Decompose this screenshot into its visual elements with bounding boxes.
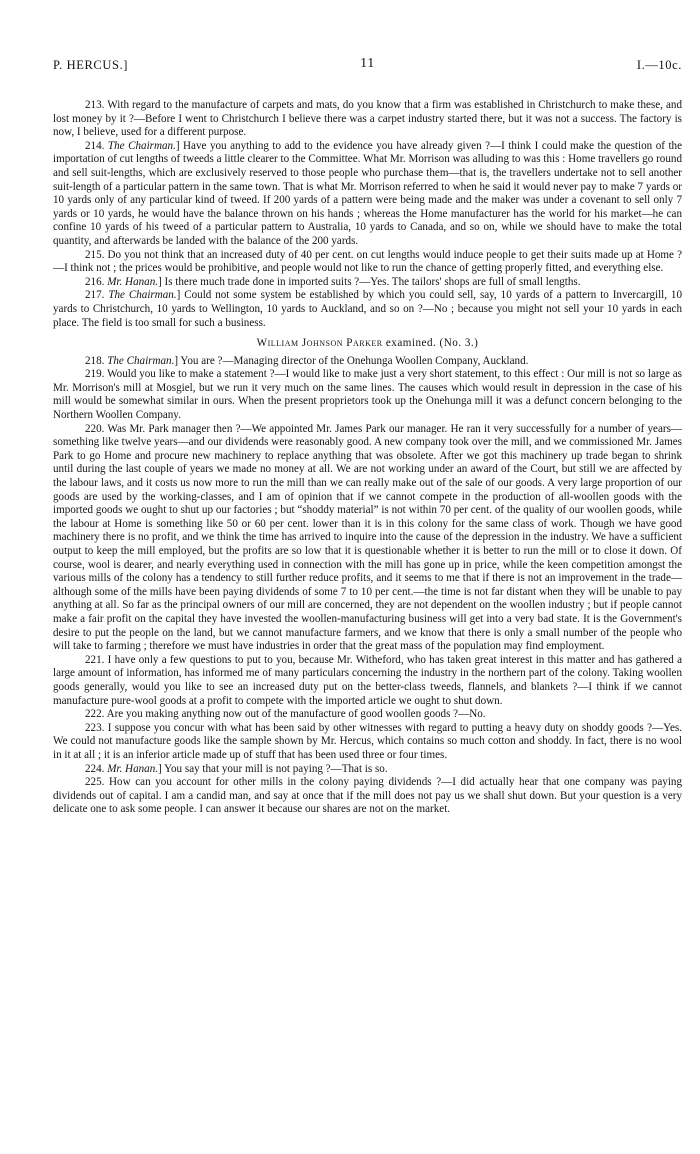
header-witness: P. HERCUS.]: [53, 58, 129, 72]
question-number: 222.: [85, 708, 107, 721]
paragraph-text: ] You are ?—Managing director of the Onehunga Woollen Company, Auckland.: [174, 354, 529, 367]
question-paragraph: [53, 763, 682, 777]
paragraph-text: I suppose you concur with what has been said by other witnesses with regard to putting a heavy duty on shoddy goods ?—Yes. We could not manufacture goods like the sample shown by Mr. Hercus, which contains so much cotton and shoddy. In fact, there is no wool in it at all ; it is an inferior article made up of stuff that has been used three or four times.: [53, 721, 682, 761]
paragraph-text: How can you account for other mills in the colony paying dividends ?—I did actually hear that one company was paying dividends out of capital. I am a candid man, and say at once that if the mill does not pay us we shall shut down. But your question is a very delicate one to ask some people. I can answer it because our shares are not on the market.: [53, 776, 683, 816]
page-header: [53, 58, 682, 76]
question-number: 220.: [85, 422, 108, 435]
question-paragraph: [53, 140, 682, 249]
paragraph-text: ] Is there much trade done in imported suits ?—Yes. The tailors' shops are full of small lengths.: [158, 275, 581, 288]
paragraph-text: ] Have you anything to add to the evidence you have already given ?—I think I could make the question of the importation of cut lengths of tweeds a little clearer to the Committee. What Mr. Morrison was alluding to was this : Home travellers go round and sell suit-lengths, which are exclusively reserved to those people who purchase them—that is, the travellers undertake not to sell another suit-length of a particular pattern in the same town. That is what Mr. Morrison referred to when he said it would never pay to make 7 yards or 10 yards only of any particular kind of tweed. If 200 yards of a pattern were being made and the maker was under a covenant to sell only 7 yards or 10 yards, he would have the balance thrown on his hands ; whereas the Home manufacturer has the world for his market—he can confine 10 yards of his tweed of a particular pattern to Australia, 10 yards to Canada, and so on, while we should have to make the total quantity, and afterwards be landed with the balance of the 200 yards.: [53, 139, 682, 247]
evidence-before-section: [53, 99, 682, 330]
question-number: 225.: [85, 776, 110, 789]
speaker-name: The Chairman.: [107, 354, 175, 367]
question-number: 223.: [85, 721, 108, 734]
question-paragraph: [53, 276, 682, 290]
witness-name: William Johnson Parker: [256, 337, 383, 350]
paragraph-text: Are you making anything now out of the manufacture of good woollen goods ?—No.: [106, 708, 486, 721]
paragraph-text: Would you like to make a statement ?—I would like to make just a very short statement, to this effect : Our mill is not so large as Mr. Morrison's mill at Mosgiel, but we run it very much on the same lines. The causes which would result in depression in the case of his mill would be somewhat similar in ours. When the present proprietors took up the Onehunga mill it was a defunct concern belonging to the Northern Woollen Company.: [53, 368, 682, 422]
question-number: 221.: [85, 653, 108, 666]
evidence-text: [53, 99, 682, 817]
speaker-name: Mr. Hanan.: [107, 762, 159, 775]
question-paragraph: [53, 722, 682, 763]
question-paragraph: [53, 776, 682, 817]
question-number: 224.: [85, 762, 108, 775]
question-paragraph: [53, 99, 682, 140]
paragraph-text: Was Mr. Park manager then ?—We appointed Mr. James Park our manager. He ran it very successfully for a number of years—something like twelve years—and our dividends were reasonably good. A new company took over the mill, and we commissioned Mr. James Park to go Home and procure new machinery to replace anything that was obsolete. After we got this machinery up trade began to shrink until during the last couple of years we made no money at all. We are not working under an award of the Court, but still we are affected by the labour laws, and it costs us now more to run the mill than we can really make out of the sale of our goods. A very large proportion of our goods are used by the working-classes, and I am of opinion that if we cannot compete in the production of all-woollen goods with the imported goods we ought to shut up our factories ; but “shoddy material” is not within 70 per cent. of the quality of our woollen goods, while the labour at Home is something like 50 or 60 per cent. lower than it is in this colony for the same class of work. Though we have good machinery there is no profit, and we think the time has arrived to inquire into the cause of the depression in the industry. We have a sufficient output to keep the mill employed, but the profits are so low that it is questionable whether it is better to run the mill or to close it down. Of course, wool is dearer, and nearly everything used in connection with the mill has gone up in price, while the keen competition amongst the various mills of the colony has a tendency to still further reduce profits, and it seems to me that if there is not an improvement in the trade—although some of the mills have been paying dividends of some 7 to 10 per cent.—the time is not far distant when they will be unable to pay anything at all. So far as the principal owners of our mill are concerned, they are not dependent on the woollen industry ; but if people cannot make a fair profit on the capital they have invested the woollen-manufacturing business will get into a very bad state. It is the Government's desire to put the people on the land, but we cannot manufacture farmers, and we know that there is only a small number of the people who will take to farming ; therefore we must have industries in order that the great mass of the population may find employment.: [53, 422, 682, 653]
paragraph-text: Do you not think that an increased duty of 40 per cent. on cut lengths would induce people to get their suits made up at Home ?—I think not ; the prices would be prohibitive, and people would not like to run the chance of getting properly fitted, and everything else.: [53, 248, 683, 275]
question-paragraph: [53, 289, 682, 330]
evidence-after-section: [53, 355, 682, 817]
paragraph-text: With regard to the manufacture of carpets and mats, do you know that a firm was established in Christchurch to make these, and lost money by it ?—Before I went to Christchurch I believe there was a carpet industry started there, but it was not a success. The factory is now, I believe, used for a different purpose.: [53, 99, 682, 139]
paragraph-text: ] Could not some system be established by which you could sell, say, 10 yards of a pattern to Invercargill, 10 yards to Christchurch, 10 yards to Wellington, 10 yards to Auckland, and so on ?—No ; because you might not sell your 10 yards in each place. The field is too small for such a business.: [53, 289, 683, 329]
question-number: 219.: [85, 368, 108, 381]
question-paragraph: [53, 654, 682, 708]
question-paragraph: [53, 355, 682, 369]
section-heading: [53, 337, 682, 351]
question-number: 217.: [85, 289, 109, 302]
speaker-name: The Chairman.: [107, 139, 176, 152]
paragraph-text: ] You say that your mill is not paying ?—That is so.: [158, 762, 388, 775]
question-number: 218.: [85, 354, 108, 367]
speaker-name: Mr. Hanan.: [107, 275, 159, 288]
question-paragraph: [53, 708, 682, 722]
question-number: 215.: [85, 248, 108, 261]
paragraph-text: I have only a few questions to put to you, because Mr. Witheford, who has taken great interest in this matter and has gathered a large amount of information, has informed me of many particulars concerning the industry in the northern part of the colony. Taking woollen goods generally, would you like to see an increased duty put on the better-class tweeds, flannels, and blankets ?—I think if we cannot manufacture pure-wool goods at a profit to compete with the imported article we ought to shut down.: [53, 653, 683, 707]
question-number: 216.: [85, 275, 108, 288]
question-number: 213.: [85, 99, 108, 111]
question-paragraph: [53, 368, 682, 422]
speaker-name: The Chairman.: [108, 289, 177, 302]
page-number: 11: [360, 56, 375, 71]
document-reference: I.—10c.: [636, 58, 682, 72]
question-number: 214.: [85, 139, 108, 152]
question-paragraph: [53, 249, 682, 276]
question-paragraph: [53, 423, 682, 654]
witness-examined: examined. (No. 3.): [382, 337, 479, 350]
